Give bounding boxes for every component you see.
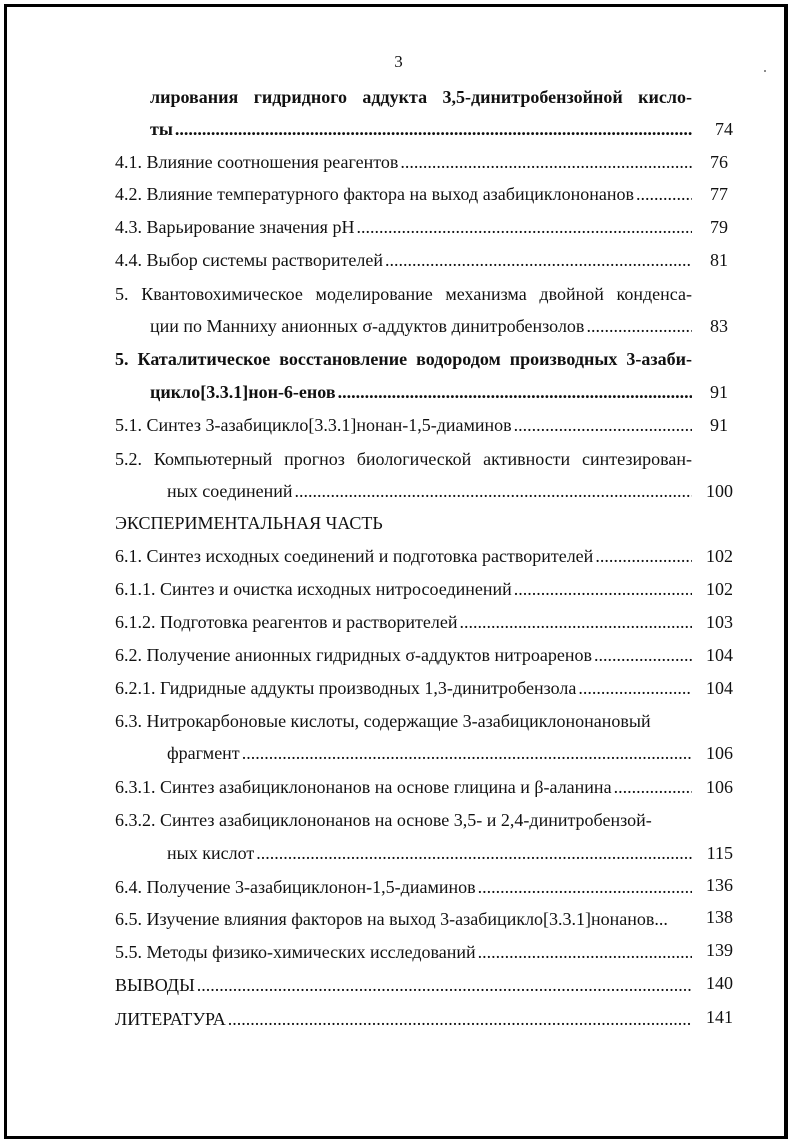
dot-leader <box>175 116 692 142</box>
toc-entry-text: 6.4. Получение 3-азабициклонон-1,5-диаминов <box>115 877 476 897</box>
toc-page-ref: 81 <box>710 250 728 270</box>
toc-entry <box>115 214 692 240</box>
dot-leader <box>578 675 692 701</box>
toc-entry-text: 4.2. Влияние температурного фактора на выход азабициклононанов <box>115 184 634 204</box>
toc-page-ref: 103 <box>706 612 733 632</box>
dot-leader <box>478 939 692 965</box>
toc-entry-text: 4.3. Варьирование значения pH <box>115 217 355 237</box>
toc-entry-text: 6.3.2. Синтез азабициклононанов на основе 3,5- и 2,4-динитробензой- <box>115 810 652 830</box>
dot-leader <box>295 478 693 504</box>
dot-leader <box>478 874 692 900</box>
toc-entry <box>150 313 692 339</box>
toc-entry-text: ты <box>150 119 173 139</box>
dot-leader <box>400 149 692 175</box>
toc-entry-text: 5. Каталитическое восстановление водородом производных 3-азаби- <box>115 349 692 369</box>
toc-entry-text: 4.1. Влияние соотношения реагентов <box>115 152 399 172</box>
toc-page-ref: 79 <box>710 217 728 237</box>
toc-page-ref: 91 <box>710 415 728 435</box>
dot-leader <box>228 1006 692 1032</box>
dot-leader <box>385 247 692 273</box>
toc-entry <box>115 1006 692 1032</box>
toc-entry <box>115 972 692 998</box>
toc-entry-text: 6.1.2. Подготовка реагентов и растворителей <box>115 612 458 632</box>
toc-entry <box>115 412 692 438</box>
toc-entry-text: ных кислот <box>167 843 255 863</box>
toc-entry <box>115 181 692 207</box>
toc-page-ref: 100 <box>706 481 733 501</box>
page-number: 3 <box>394 52 403 71</box>
toc-entry <box>115 247 692 273</box>
toc-page-ref: 83 <box>710 316 728 336</box>
dot-leader <box>514 412 692 438</box>
toc-entry-text: фрагмент <box>167 743 240 763</box>
toc-entry-text: 5. Квантовохимическое моделирование механизма двойной конденса- <box>115 284 692 304</box>
dot-leader <box>256 840 692 866</box>
toc-entry <box>115 642 692 668</box>
toc-entry <box>150 116 692 142</box>
toc-entry-text: 6.3. Нитрокарбоновые кислоты, содержащие 3-азабициклононановый <box>115 711 651 731</box>
toc-entry-text: ции по Манниху анионных σ-аддуктов динитробензолов <box>150 316 585 336</box>
toc-entry-text: 6.3.1. Синтез азабициклононанов на основе глицина и β-аланина <box>115 777 612 797</box>
toc-page-ref: 76 <box>710 152 728 172</box>
toc-page-ref: 136 <box>706 875 733 895</box>
toc-entry <box>115 774 692 800</box>
dot-leader <box>242 740 692 766</box>
toc-entry-text: 4.4. Выбор системы растворителей <box>115 250 384 270</box>
toc-page-ref: 138 <box>706 907 733 927</box>
dot-leader <box>459 609 692 635</box>
toc-page-ref: 104 <box>706 678 733 698</box>
toc-page-ref: 141 <box>706 1007 733 1027</box>
toc-page-ref: 74 <box>715 119 733 139</box>
toc-entry-text: 6.2.1. Гидридные аддукты производных 1,3-динитробензола <box>115 678 577 698</box>
toc-entry-text: 6.1. Синтез исходных соединений и подготовка растворителей <box>115 546 594 566</box>
toc-entry-text: ЛИТЕРАТУРА <box>115 1009 226 1029</box>
toc-entry-text: ных соединений <box>167 481 293 501</box>
toc-entry <box>167 478 692 504</box>
toc-entry <box>115 149 692 175</box>
toc-entry <box>115 939 692 965</box>
section-heading: ЭКСПЕРИМЕНТАЛЬНАЯ ЧАСТЬ <box>115 513 383 533</box>
toc-entry-text: ВЫВОДЫ <box>115 975 195 995</box>
toc-entry-text: 6.5. Изучение влияния факторов на выход 3-азабицикло[3.3.1]нонанов... <box>115 909 668 929</box>
dot-leader <box>586 313 692 339</box>
toc-page-ref: 104 <box>706 645 733 665</box>
toc-entry-text: лирования гидридного аддукта 3,5-динитробензойной кисло- <box>150 87 692 107</box>
toc-entry-text: 5.5. Методы физико-химических исследований <box>115 942 476 962</box>
toc-entry-text: цикло[3.3.1]нон-6-енов <box>150 382 336 402</box>
toc-page-ref: 91 <box>710 382 728 402</box>
toc-entry <box>150 379 692 405</box>
toc-entry-text: 6.1.1. Синтез и очистка исходных нитросоединений <box>115 579 512 599</box>
dot-leader <box>514 576 692 602</box>
toc-page-ref: 106 <box>706 743 733 763</box>
dot-leader <box>594 642 692 668</box>
toc-entry <box>167 840 692 866</box>
toc-entry <box>115 675 692 701</box>
toc-entry <box>167 740 692 766</box>
toc-entry-text: 6.2. Получение анионных гидридных σ-аддуктов нитроаренов <box>115 645 592 665</box>
toc-page-ref: 106 <box>706 777 733 797</box>
toc-page-ref: 139 <box>706 940 733 960</box>
dot-leader <box>636 181 692 207</box>
toc-page-ref: 102 <box>706 546 733 566</box>
toc-entry <box>115 609 692 635</box>
toc-page-ref: 115 <box>706 843 733 863</box>
toc-entry-text: 5.2. Компьютерный прогноз биологической активности синтезирован- <box>115 449 692 469</box>
toc-page-ref: 140 <box>706 973 733 993</box>
dot-leader <box>356 214 692 240</box>
toc-entry <box>115 543 692 569</box>
toc-entry <box>115 576 692 602</box>
toc-entry <box>115 874 692 900</box>
dot-leader <box>338 379 692 405</box>
toc-page-ref: 102 <box>706 579 733 599</box>
toc-page-ref: 77 <box>710 184 728 204</box>
dot-leader <box>197 972 692 998</box>
dot-leader <box>595 543 692 569</box>
dot-leader <box>614 774 692 800</box>
toc-entry-text: 5.1. Синтез 3-азабицикло[3.3.1]нонан-1,5-диаминов <box>115 415 512 435</box>
